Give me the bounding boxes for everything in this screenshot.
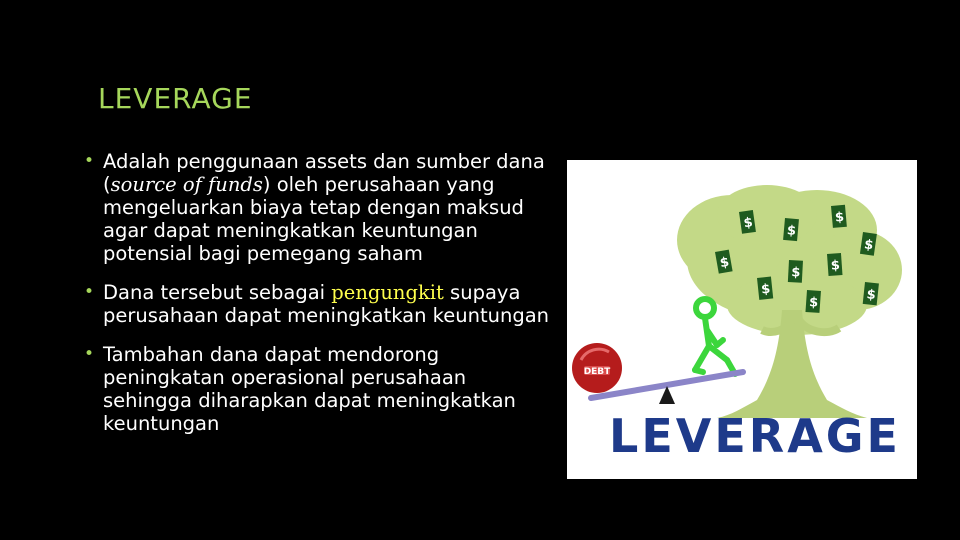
leverage-illustration-svg <box>567 160 917 479</box>
bullet-list <box>84 150 554 451</box>
bullet-italic-text: source of funds <box>110 173 263 196</box>
bullet-text: supaya perusahaan dapat meningkatkan keuntungan <box>103 281 550 327</box>
dollar-icon: $ <box>786 223 797 239</box>
dollar-icon: $ <box>865 287 877 304</box>
bullet-item <box>84 281 554 327</box>
dollar-icon: $ <box>808 295 819 311</box>
dollar-icon: $ <box>830 258 841 274</box>
highlighted-term: pengungkit <box>331 281 444 304</box>
leverage-illustration <box>567 160 917 479</box>
slide-title: LEVERAGE <box>98 82 253 115</box>
dollar-icon: $ <box>790 265 801 281</box>
dollar-icon: $ <box>863 237 875 254</box>
dollar-icon: $ <box>718 254 731 272</box>
illustration-caption: LEVERAGE <box>609 409 901 463</box>
bullet-item <box>84 150 554 265</box>
dollar-icon: $ <box>760 281 772 298</box>
dollar-icon: $ <box>834 209 845 226</box>
bullet-item <box>84 343 554 435</box>
bullet-text: Dana tersebut sebagai <box>103 281 332 304</box>
debt-label: DEBT <box>583 367 611 377</box>
bullet-text: Tambahan dana dapat mendorong peningkatan operasional perusahaan sehingga diharapkan dapat meningkatkan keuntungan <box>103 343 516 435</box>
bullet-text: ) oleh perusahaan yang mengeluarkan biaya tetap dengan maksud agar dapat meningkatkan keuntungan potensial bagi pemegang saham <box>103 173 524 265</box>
dollar-icon: $ <box>742 215 754 232</box>
debt-ball <box>572 343 622 393</box>
bullet-text: Adalah penggunaan assets dan sumber dana ( <box>103 150 545 196</box>
